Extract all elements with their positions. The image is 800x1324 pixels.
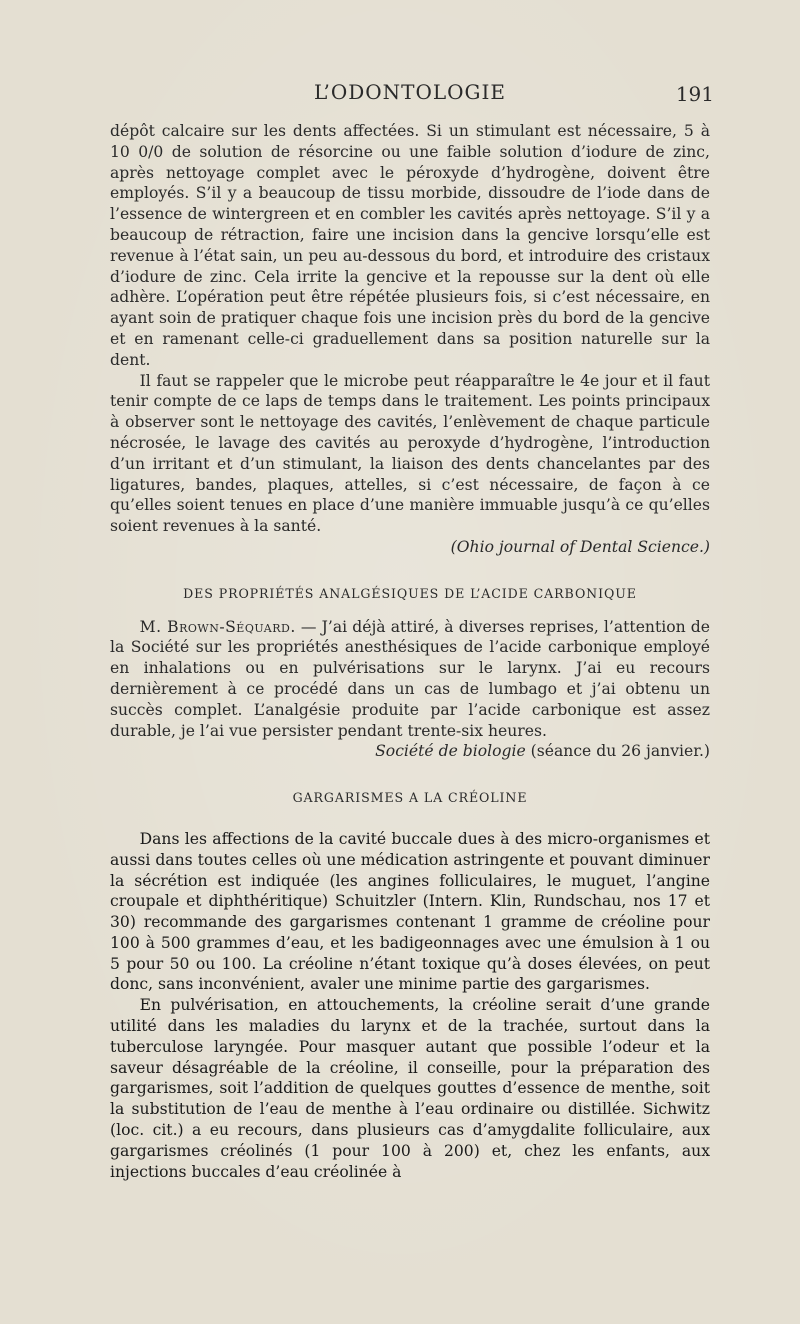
page-number: 191 (675, 82, 714, 106)
page-body (110, 121, 710, 1182)
paragraph-microbe: Il faut se rappeler que le microbe peut réapparaître le 4e jour et il faut tenir compte de ce laps de temps dans le traitement. Les points principaux à observer sont le nettoyage des cavités, l’enlèvement de chaque particule nécrosée, le lavage des cavités au peroxyde d’hydrogène, l’introduction d’un irritant et d’un stimulant, la liaison des dents chancelantes par des ligatures, bandes, plaques, attelles, si c’est nécessaire, de façon à ce qu’elles soient tenues en place d’une manière immuable jusqu’à ce qu’elles soient revenues à la santé. (110, 371, 710, 536)
source-citation-societe (110, 741, 710, 762)
source-citation-text: (Ohio journal of Dental Science.) (450, 537, 710, 556)
running-title: L’ODONTOLOGIE (313, 80, 507, 104)
running-head (110, 78, 714, 108)
paragraph-brown-sequard-text: — J’ai déjà attiré, à diverses reprises, l’attention de la Société sur les propriétés anesthésiques de l’acide carbonique employé en inhalations ou en pulvérisations sur le larynx. J’ai eu recours dernièrement à ce procédé dans un cas de lumbago et j’ai obtenu un succès complet. L’analgésie produite par l’acide carbonique est assez durable, je l’ai vue persister pendant trente-six heures. (110, 617, 710, 740)
section-heading-carbonique: DES PROPRIÉTÉS ANALGÉSIQUES DE L’ACIDE CARBONIQUE (183, 585, 637, 601)
paragraph-affections: Dans les affections de la cavité buccale dues à des micro-organismes et aussi dans toutes celles où une médication astringente et pouvant diminuer la sécrétion est indiquée (les angines folliculaires, le muguet, l’angine croupale et diphthéritique) Schuitzler (Intern. Klin, Rundschau, nos 17 et 30) recommande des gargarismes contenant 1 gramme de créoline pour 100 à 500 grammes d’eau, et les badigeonnages avec une émulsion à 1 ou 5 pour 50 ou 100. La créoline n’étant toxique qu’à doses élevées, on peut donc, sans inconvénient, avaler une minime partie des gargarismes. (110, 829, 710, 994)
source-citation-date: (séance du 26 janvier.) (525, 742, 710, 761)
section-heading-creoline: GARGARISMES A LA CRÉOLINE (292, 790, 528, 806)
source-citation-title: Société de biologie (375, 742, 526, 761)
paragraph-continuation: dépôt calcaire sur les dents affectées. Si un stimulant est nécessaire, 5 à 10 0/0 de solution de résorcine ou une faible solution d’iodure de zinc, après nettoyage complet avec le péroxyde d’hydrogène, doivent être employés. S’il y a beaucoup de tissu morbide, dissoudre de l’iode dans de l’essence de wintergreen et en combler les cavités après nettoyage. S’il y a beaucoup de rétraction, faire une incision dans la gencive lorsqu’elle est revenue à l’état sain, un peu au-dessous du bord, et introduire des cristaux d’iodure de zinc. Cela irrite la gencive et la repousse sur la dent où elle adhère. L’opération peut être répétée plusieurs fois, si c’est nécessaire, en ayant soin de pratiquer chaque fois une incision près du bord de la gencive et en ramenant celle-ci graduellement dans sa position naturelle sur la dent. (110, 122, 710, 369)
source-citation-ohio (110, 537, 710, 558)
paragraph-pulverisation: En pulvérisation, en attouchements, la créoline serait d’une grande utilité dans les maladies du larynx et de la trachée, surtout dans la tuberculose laryngée. Pour masquer autant que possible l’odeur et la saveur désagréable de la créoline, il conseille, pour la préparation des gargarismes, soit l’addition de quelques gouttes d’essence de menthe, soit la substitution de l’eau de menthe à l’eau ordinaire ou distillée. Sichwitz (loc. cit.) a eu recours, dans plusieurs cas d’amygdalite folliculaire, aux gargarismes créolinés (1 pour 100 à 200) et, chez les enfants, aux injections buccales d’eau créolinée à (110, 996, 710, 1181)
speaker-name: M. Brown-Séquard. (139, 617, 296, 636)
paragraph-brown-sequard (110, 617, 710, 742)
